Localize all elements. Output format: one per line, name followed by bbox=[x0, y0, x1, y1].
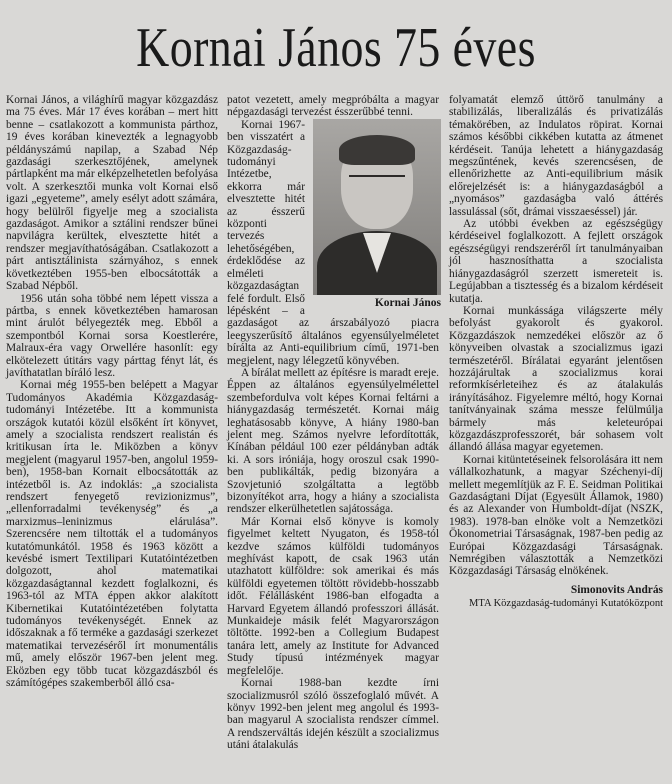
paragraph: 1956 után soha többé nem lépett vissza a pártba, s ennek következtében hamarosan mint árulót bélyegezték meg. Ebből a szempontból Kornai sorsa Koestlerére, Malraux-éra vagy Orwellére hasonlít: egy elkötelezett útitárs vagy párttag fényt lát, és javíthatatlan bíráló lesz. bbox=[6, 292, 218, 379]
portrait-figure bbox=[313, 119, 441, 311]
paragraph: patot vezetett, amely megpróbálta a magyar népgazdasági tervezést ésszerűbbé tenni. bbox=[227, 94, 439, 119]
paragraph: Kornai munkássága világszerte mély befolyást gyakorolt és gyakorol. Közgazdászok nemzedékei először az ő könyveiben olvastak a szocializmus igazi természetéről. Bírálatai egyaránt jelentősen hozzájárultak a szocializmus korai reformkísérleteihez és az átalakulás irányításához. Figyelemre méltó, hogy Kornai tanítványainak száma messze felülmúlja bármely más keleteurópai közgazdászprofesszorét, bár sohasem volt állandó állása magyar egyetemen. bbox=[449, 304, 663, 454]
paragraph: A bírálat mellett az építésre is maradt ereje. Éppen az általános egyensúlyelmélettel szembefordulva volt képes Kornai feltárni a hiánygazdaság természetét. Kornai máig leghatásosabb könyve, A hiány 1980-ban jelent meg. Számos nyelvre lefordították, Kínában például 100 ezer példányban adták ki. A sors iróniája, hogy oroszul csak 1990-ben publikálták, pedig bizonyára a Szovjetunió szolgáltatta a legtöbb bizonyítékot arra, hogy a hiány a szocialista rendszer elkerülhetetlen sajátossága. bbox=[227, 366, 439, 516]
paragraph: folyamatát elemző úttörő tanulmány a stabilizálás, liberalizálás és privatizálás témakörében, az Indulatos röpirat. Kornai számos későbbi cikkében kutatta az átmenet kérdéseit. Tanúja lehetett a hiánygazdaság megszűntének, kevés szerencsésen, de ellenőrizhette az Anti-equilibrium másik előrejelzését is: a hiánygazdaságból a „nyomásos” gazdaságba való áttérés lassulással (sőt, drámai visszaeséssel) jár. bbox=[449, 94, 663, 218]
article-column-3 bbox=[449, 94, 663, 611]
paragraph: Kornai még 1955-ben belépett a Magyar Tudományos Akadémia Közgazdaság-tudományi Intézetébe. Itt a kommunista országok kutatói közül elsőként írt könyvet, amely a szocialista rendszert realistán és kritikusan írta le. Miközben a könyv megjelent (magyarul 1957-ben, angolul 1959-ben), 1958-ban Kornait elbocsátották az intézetből is. Az indoklás: „a szocialista rendszert fenyegető revizionizmus”, „ellenforradalmi tevékenység” és „a marxizmus–leninizmus elárulása”. Szerencsére nem tiltották el a tudományos kutatómunkától. 1958 és 1963 között a kevésbé ismert Textilipari Kutatóintézetben dolgozott, ahol matematikai közgazdaságtannal kezdett foglalkozni, és 1963-tól az MTA éppen akkor alakított Kibernetikai Kutatóintézetében folytatta tudományos tevékenységét. Ennek az időszaknak a fő terméke a gazdasági szerkezet matematikai tervezéséről írt monumentális mű, amely először 1967-ben jelent meg. Eközben egy több tucat közgazdászból és számítógépes szakemberből álló csa- bbox=[6, 379, 218, 690]
paragraph: Kornai kitüntetéseinek felsorolására itt nem vállalkozhatunk, a magyar Széchenyi-díj mellett megemlítjük az F. E. Seidman Politikai Gazdaságtani Díjat (Egyesült Államok, 1980) és az Alexander von Humboldt-díjat (NSZK, 1983). 1978-ban elnöke volt a Nemzetközi Ökonometriai Társaságnak, 1987-ben pedig az Európai Közgazdasági Társaságnak. Nemrégiben választották a Nemzetközi Közgazdasági Társaság elnökének. bbox=[449, 453, 663, 578]
paragraph: Kornai 1988-ban kezdte írni szocializmusról szóló összefoglaló művét. A könyv 1992-ben jelent meg angolul és 1993-ban magyarul A szocialista rendszer címmel. A rendszerváltás idején készült a szocializmus utáni átalakulás bbox=[227, 677, 439, 752]
article-column-2 bbox=[227, 94, 439, 752]
article-headline: Kornai János 75 éves bbox=[136, 17, 536, 79]
article-column-1 bbox=[6, 94, 218, 690]
paragraph: Az utóbbi években az egészségügy kérdéseivel foglalkozott. A fejlett országok egészségügyi rendszeréről írt tanulmányaiban jól hasznosíthatta a szocialista hiánygazdaságról szerzett ismereteit is. Legújabban a tisztesség és a bizalom kérdéseit kutatja. bbox=[449, 218, 663, 305]
author-affiliation: MTA Közgazdaság-tudományi Kutatóközpont bbox=[469, 598, 663, 610]
portrait-photo bbox=[313, 119, 441, 295]
author-name: Simonovits András bbox=[570, 583, 663, 596]
paragraph: Kornai 1967-ben visszatért a Közgazdaság-tudományi Intézetbe, ekkorra már elvesztette hitét az ésszerű központi tervezés lehetőségében, érdeklődése az elméleti közgazdaságtan felé fordult. Első lépésként – a gazdaságot az árszabályozó piacra leegyszerűsítő általános egyensúlyelméletet bírálta az Anti-equilibrium című, 1971-ben megjelent, nagy lélegzetű könyvében. bbox=[227, 118, 439, 367]
paragraph: Kornai János, a világhírű magyar közgazdász ma 75 éves. Már 17 éves korában – mert hitt benne – csatlakozott a kommunista párthoz, 19 éves korában kinevezték a legnagyobb példányszámú napilap, a Szabad Nép gazdasági szerkesztőjének, amelynek pártlapként ma már elképzelhetetlen befolyása volt. A szerkesztői munka volt Kornai első igazi „egyeteme”, amely esélyt adott számára, hogy belülről figyelje meg a szocialista gazdaságot. Amikor a sztálini rendszer bűnei napvilágra kerültek, elvesztette hitét a rendszer megjavíthatóságában. Csatlakozott a párt antisztálinista szárnyához, s ennek következtében 1955-ben elbocsátották a Szabad Népből. bbox=[6, 94, 218, 293]
paragraph: Már Kornai első könyve is komoly figyelmet keltett Nyugaton, és 1958-tól kezdve számos külföldi tudományos meghívást kapott, de csak 1963 után utazhatott külföldre: sok amerikai és más külföldi egyetemen töltött rövidebb-hosszabb időt. Félállásként 1986-ban elfogadta a Harvard Egyetem állandó professzori állását. Munkaideje másik felét Magyarországon töltötte. 1992-ben a Collegium Budapest tanára lett, amely az Institute for Advanced Study típusú intézmények magyar megfelelője. bbox=[227, 515, 439, 677]
photo-caption: Kornai János bbox=[374, 296, 441, 309]
